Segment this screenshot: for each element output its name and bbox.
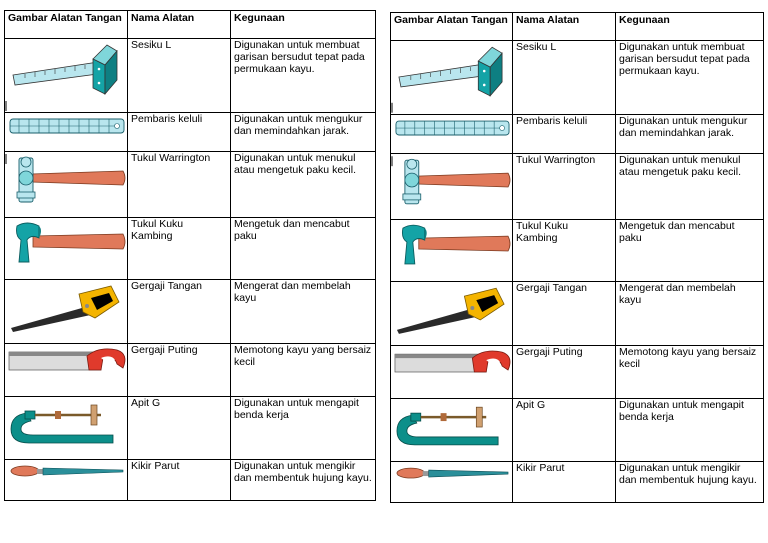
tool-name: Gergaji Puting [128, 344, 231, 397]
tool-name: Tukul Kuku Kambing [513, 220, 616, 282]
tool-image-cell [391, 154, 513, 220]
steel-ruler-icon [5, 113, 128, 151]
header-row [391, 13, 764, 41]
tool-image-cell [391, 399, 513, 462]
tool-use: Digunakan untuk mengukur dan memindahkan jarak. [616, 115, 764, 154]
table-row [391, 41, 764, 115]
tool-image-cell [391, 462, 513, 503]
tool-image-cell [5, 39, 128, 113]
table-row [391, 399, 764, 462]
header-name: Nama Alatan [513, 13, 616, 41]
tool-name: Kikir Parut [128, 460, 231, 501]
tool-use: Digunakan untuk mengikir dan membentuk hujung kayu. [616, 462, 764, 503]
header-name: Nama Alatan [128, 11, 231, 39]
tool-image-cell [5, 218, 128, 280]
table-row [5, 152, 376, 218]
tool-image-cell [5, 280, 128, 344]
tool-use: Digunakan untuk mengikir dan membentuk hujung kayu. [231, 460, 376, 501]
tool-image-cell [391, 41, 513, 115]
table-row [5, 113, 376, 152]
tool-use: Memotong kayu yang bersaiz kecil [231, 344, 376, 397]
tool-name: Pembaris keluli [513, 115, 616, 154]
tool-image-cell [5, 460, 128, 501]
tool-use: Memotong kayu yang bersaiz kecil [616, 346, 764, 399]
table-row [391, 115, 764, 154]
header-use: Kegunaan [231, 11, 376, 39]
table-row [391, 220, 764, 282]
tenon-saw-icon [391, 346, 513, 398]
warrington-hammer-icon [5, 152, 128, 217]
tool-image-cell [391, 346, 513, 399]
table-row [5, 344, 376, 397]
tool-image-cell [5, 113, 128, 152]
table-row [391, 346, 764, 399]
tool-name: Kikir Parut [513, 462, 616, 503]
header-image: Gambar Alatan Tangan [5, 11, 128, 39]
tool-name: Pembaris keluli [128, 113, 231, 152]
claw-hammer-icon [5, 218, 128, 279]
tools-table-right [390, 12, 764, 503]
tool-name: Gergaji Puting [513, 346, 616, 399]
rasp-file-icon [5, 460, 128, 500]
tool-use: Digunakan untuk mengapit benda kerja [231, 397, 376, 460]
table-row [5, 39, 376, 113]
tool-name: Apit G [513, 399, 616, 462]
tool-use: Digunakan untuk membuat garisan bersudut tepat pada permukaan kayu. [616, 41, 764, 115]
tool-use: Digunakan untuk mengapit benda kerja [616, 399, 764, 462]
tool-image-cell [5, 397, 128, 460]
tool-image-cell [5, 152, 128, 218]
tool-name: Apit G [128, 397, 231, 460]
tool-name: Gergaji Tangan [513, 282, 616, 346]
table-row [5, 280, 376, 344]
tool-name: Tukul Warrington [513, 154, 616, 220]
table-row [391, 154, 764, 220]
hand-saw-icon [391, 282, 513, 345]
tool-name: Sesiku L [513, 41, 616, 115]
try-square-icon [391, 41, 513, 114]
g-clamp-icon [391, 399, 513, 461]
table-row [5, 460, 376, 501]
tool-name: Tukul Warrington [128, 152, 231, 218]
tool-use: Digunakan untuk menukul atau mengetuk paku kecil. [231, 152, 376, 218]
tool-use: Mengerat dan membelah kayu [616, 282, 764, 346]
tool-use: Mengetuk dan mencabut paku [616, 220, 764, 282]
tool-name: Sesiku L [128, 39, 231, 113]
tool-image-cell [5, 344, 128, 397]
tool-image-cell [391, 220, 513, 282]
tool-use: Mengetuk dan mencabut paku [231, 218, 376, 280]
hand-saw-icon [5, 280, 128, 343]
header-image: Gambar Alatan Tangan [391, 13, 513, 41]
tool-image-cell [391, 115, 513, 154]
tool-use: Digunakan untuk mengukur dan memindahkan jarak. [231, 113, 376, 152]
tool-use: Digunakan untuk menukul atau mengetuk paku kecil. [616, 154, 764, 220]
tool-name: Tukul Kuku Kambing [128, 218, 231, 280]
rasp-file-icon [391, 462, 513, 502]
tool-image-cell [391, 282, 513, 346]
table-row [391, 462, 764, 503]
steel-ruler-icon [391, 115, 513, 153]
try-square-icon [5, 39, 128, 112]
header-row [5, 11, 376, 39]
tools-table-left [4, 10, 376, 501]
table-row [5, 218, 376, 280]
tool-use: Mengerat dan membelah kayu [231, 280, 376, 344]
table-row [391, 282, 764, 346]
header-use: Kegunaan [616, 13, 764, 41]
tool-use: Digunakan untuk membuat garisan bersudut tepat pada permukaan kayu. [231, 39, 376, 113]
table-row [5, 397, 376, 460]
tenon-saw-icon [5, 344, 128, 396]
warrington-hammer-icon [391, 154, 513, 219]
tool-name: Gergaji Tangan [128, 280, 231, 344]
g-clamp-icon [5, 397, 128, 459]
claw-hammer-icon [391, 220, 513, 281]
